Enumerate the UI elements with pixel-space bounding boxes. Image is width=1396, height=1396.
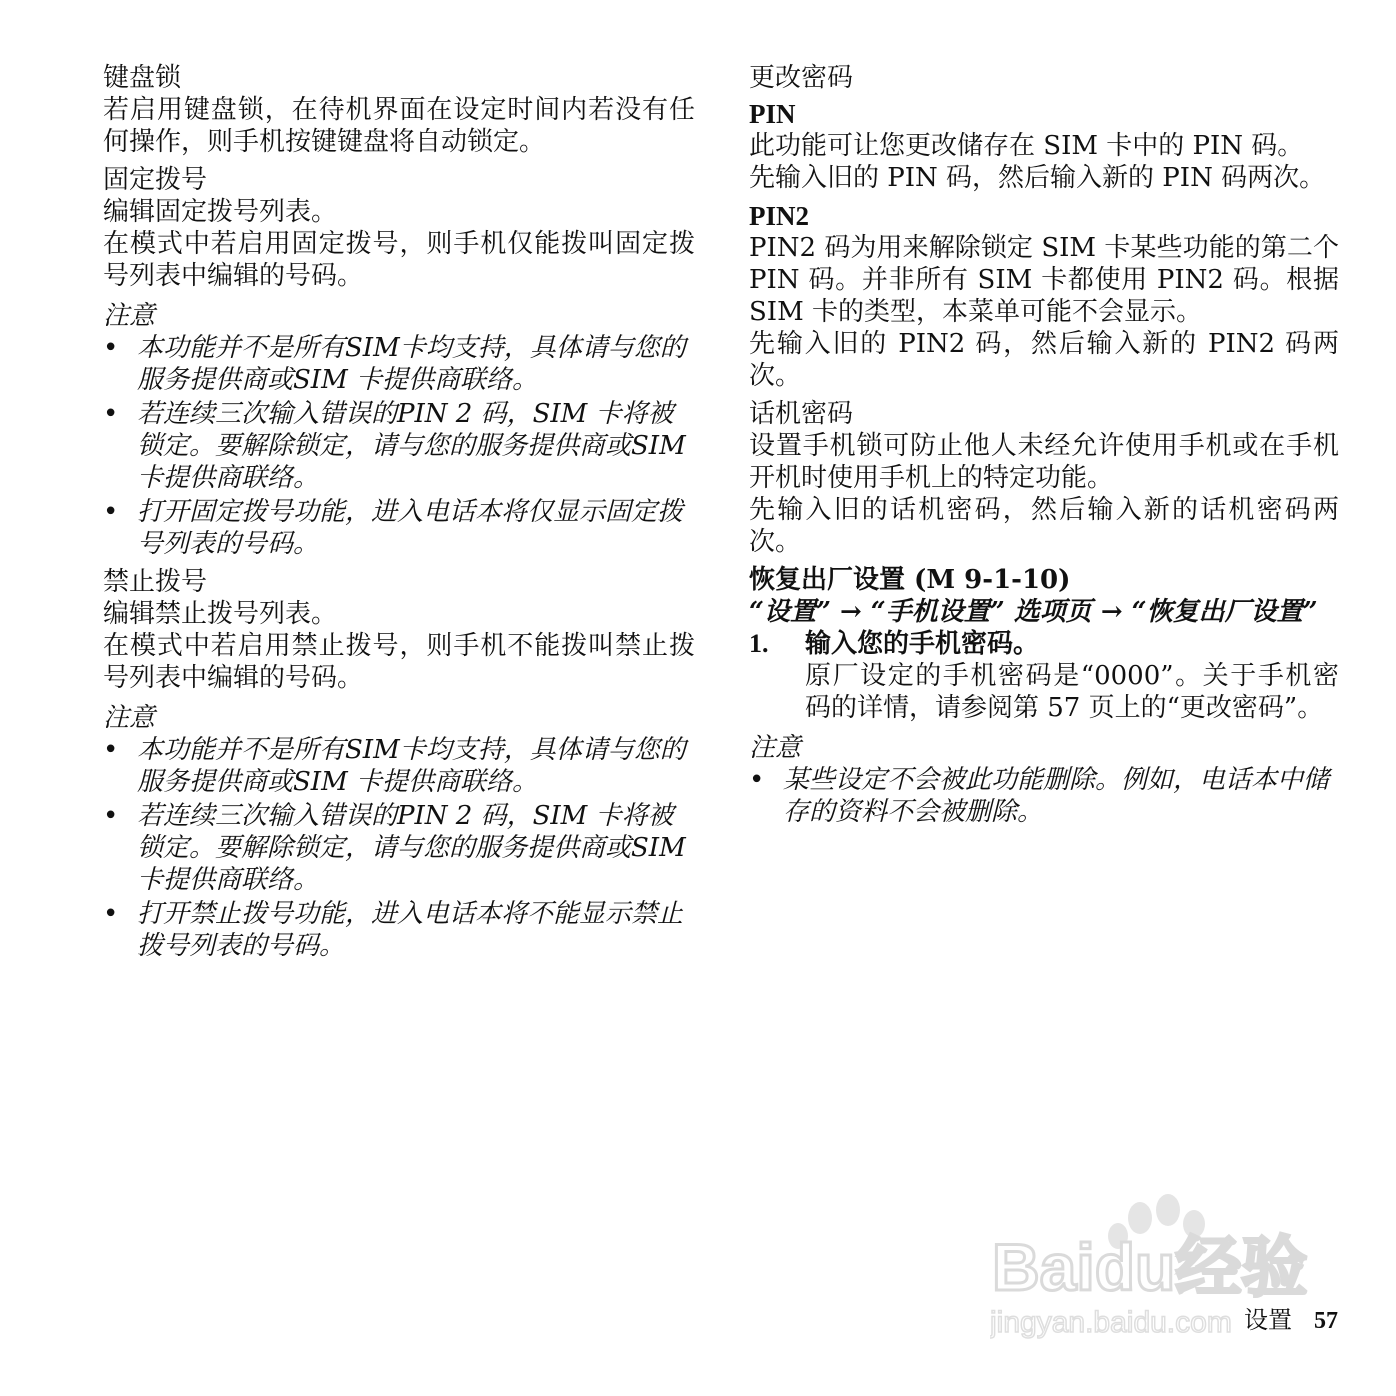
- watermark-brand: Baidu经验: [992, 1230, 1308, 1304]
- pin2-title: PIN2: [749, 201, 809, 231]
- barred-dial-notes: [103, 734, 695, 962]
- step-title: 输入您的手机密码。: [805, 629, 1040, 659]
- bullet-icon: •: [103, 735, 119, 765]
- pin-section: [749, 98, 1339, 194]
- note-text: 若连续三次输入错误的PIN 2 码，SIM 卡将被锁定。要解除锁定，请与您的服务提供商或SIM 卡提供商联络。: [137, 399, 686, 493]
- bullet-icon: •: [103, 899, 119, 929]
- factory-reset-note-title: 注意: [749, 733, 802, 763]
- fixed-dial-line1: 编辑固定拨号列表。: [103, 197, 338, 227]
- note-text: 打开固定拨号功能，进入电话本将仅显示固定拨号列表的号码。: [137, 497, 684, 559]
- pin2-section: [749, 200, 1339, 392]
- barred-dial-note-title: 注意: [103, 703, 156, 733]
- bullet-icon: •: [749, 765, 765, 795]
- change-password-title: 更改密码: [749, 63, 854, 93]
- left-column: [103, 62, 695, 968]
- note-text: 本功能并不是所有SIM卡均支持，具体请与您的服务提供商或SIM 卡提供商联络。: [137, 735, 686, 797]
- fixed-dial-line2: 在模式中若启用固定拨号，则手机仅能拨叫固定拨号列表中编辑的号码。: [103, 229, 695, 291]
- phone-password-title: 话机密码: [749, 399, 854, 429]
- bullet-icon: •: [103, 333, 119, 363]
- phone-password-section: [749, 398, 1339, 558]
- list-item: [749, 764, 1339, 828]
- barred-dial-section: [103, 566, 695, 962]
- bullet-icon: •: [103, 497, 119, 527]
- keypad-lock-body: 若启用键盘锁，在待机界面在设定时间内若没有任何操作，则手机按键键盘将自动锁定。: [103, 95, 695, 157]
- note-text: 某些设定不会被此功能删除。例如，电话本中储存的资料不会被删除。: [783, 765, 1330, 827]
- page-number: 57: [1314, 1308, 1338, 1334]
- pin2-line2: 先输入旧的 PIN2 码，然后输入新的 PIN2 码两次。: [749, 329, 1339, 391]
- factory-reset-menu-path: “设置” → “手机设置” 选项页 → “恢复出厂设置”: [749, 597, 1318, 627]
- list-item: [103, 398, 695, 494]
- barred-dial-line1: 编辑禁止拨号列表。: [103, 599, 338, 629]
- pin-title: PIN: [749, 99, 796, 129]
- pin-line1: 此功能可让您更改储存在 SIM 卡中的 PIN 码。: [749, 131, 1304, 161]
- note-text: 若连续三次输入错误的PIN 2 码，SIM 卡将被锁定。要解除锁定，请与您的服务提供商或SIM 卡提供商联络。: [137, 801, 686, 895]
- factory-reset-title: 恢复出厂设置 (M 9-1-10): [749, 565, 1071, 595]
- list-item: [103, 496, 695, 560]
- list-item: [103, 898, 695, 962]
- keypad-lock-section: [103, 62, 695, 158]
- fixed-dial-section: [103, 164, 695, 560]
- footer-section-name: 设置: [1244, 1306, 1292, 1334]
- fixed-dial-title: 固定拨号: [103, 165, 208, 195]
- pin2-line1: PIN2 码为用来解除锁定 SIM 卡某些功能的第二个 PIN 码。并非所有 SIM 卡都使用 PIN2 码。根据 SIM 卡的类型，本菜单可能不会显示。: [749, 233, 1339, 327]
- list-item: [103, 734, 695, 798]
- step-number: 1.: [749, 629, 769, 658]
- barred-dial-line2: 在模式中若启用禁止拨号，则手机不能拨叫禁止拨号列表中编辑的号码。: [103, 631, 695, 693]
- page-footer: [1244, 1305, 1338, 1336]
- fixed-dial-note-title: 注意: [103, 301, 156, 331]
- pin-line2: 先输入旧的 PIN 码，然后输入新的 PIN 码两次。: [749, 163, 1326, 193]
- bullet-icon: •: [103, 399, 119, 429]
- fixed-dial-notes: [103, 332, 695, 560]
- list-item: [103, 332, 695, 396]
- step-body: 原厂设定的手机密码是“0000”。关于手机密码的详情，请参阅第 57 页上的“更改密码”。: [805, 661, 1339, 723]
- factory-reset-section: [749, 564, 1339, 828]
- bullet-icon: •: [103, 801, 119, 831]
- factory-reset-step: [749, 628, 1339, 724]
- list-item: [103, 800, 695, 896]
- right-column: [749, 62, 1339, 834]
- note-text: 本功能并不是所有SIM卡均支持，具体请与您的服务提供商或SIM 卡提供商联络。: [137, 333, 686, 395]
- factory-reset-notes: [749, 764, 1339, 828]
- watermark-url: jingyan.baidu.com: [990, 1306, 1232, 1339]
- phone-password-line2: 先输入旧的话机密码，然后输入新的话机密码两次。: [749, 495, 1339, 557]
- note-text: 打开禁止拨号功能，进入电话本将不能显示禁止拨号列表的号码。: [137, 899, 684, 961]
- barred-dial-title: 禁止拨号: [103, 567, 208, 597]
- phone-password-line1: 设置手机锁可防止他人未经允许使用手机或在手机开机时使用手机上的特定功能。: [749, 431, 1339, 493]
- keypad-lock-title: 键盘锁: [103, 63, 182, 93]
